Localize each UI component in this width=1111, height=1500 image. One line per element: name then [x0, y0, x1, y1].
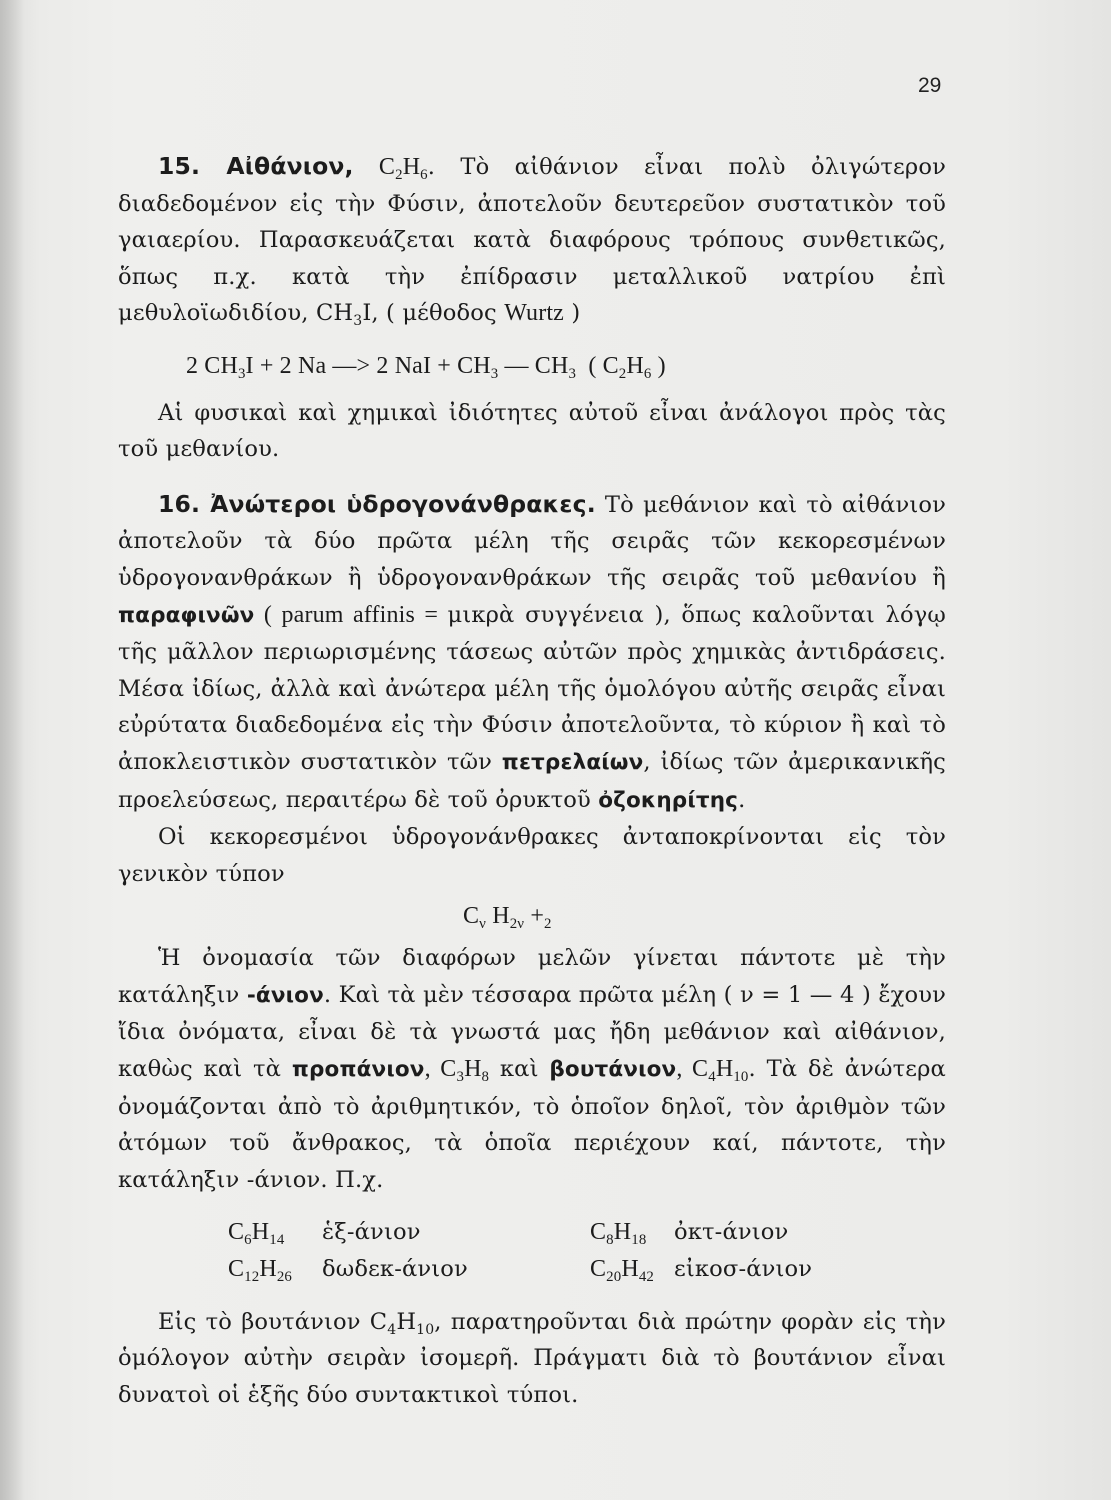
formula-cell: $C_6H_{14}$: [228, 1219, 285, 1249]
bold-petroleum: πετρελαίων: [501, 749, 644, 775]
name-cell: ὀκτ-άνιον: [674, 1219, 789, 1246]
table-row: [118, 1214, 946, 1251]
bold-paraffins: παραφινῶν: [118, 602, 255, 628]
page-gutter-shadow: [0, 0, 24, 1500]
ethane-properties: Αἱ φυσικαὶ καὶ χημικαὶ ἰδιότητες αὐτοῦ εἶναι ἀνάλογοι πρὸς τὰς τοῦ μεθανίου.: [118, 399, 946, 463]
page-body: [118, 148, 946, 1413]
wurtz-equation: 2 $CH_3I + 2$ Na —> 2 NaI + $CH_3$ — $CH_3$ ( $C_2H_6$ ): [186, 352, 666, 383]
naming-paragraph: Ἡ ὀνομασία τῶν διαφόρων μελῶν γίνεται πάντοτε μὲ τὴν κατάληξιν -άνιον. Καὶ τὰ μὲν τέσσαρα πρῶτα μέλη ( ν = 1 — 4 ) ἔχουν ἴδια ὀνόματα, εἶναι δὲ τὰ γνωστά μας ἤδη μεθάνιον καὶ αἰθάνιον, καθὼς καὶ τὰ προπάνιον, $C_3H_8$ καὶ βουτάνιον, $C_4H_{10}$. Τὰ δὲ ἀνώτερα ὀνομάζονται ἀπὸ τὸ ἀριθμητικόν, τὸ ὁποῖον δηλοῖ, τὸν ἀριθμὸν τῶν ἀτόμων τοῦ ἄνθρακος, τὰ ὁποῖα περιέχουν καί, πάντοτε, τὴν κατάληξιν -άνιον. Π.χ.: [118, 945, 946, 1193]
name-cell: εἰκοσ-άνιον: [674, 1256, 813, 1283]
bold-anion-suffix: -άνιον: [246, 982, 324, 1008]
formula-cell: $C_{12}H_{26}$: [228, 1256, 293, 1286]
general-formula-intro: Οἱ κεκορεσμένοι ὑδρογονάνθρακες ἀνταποκρίνονται εἰς τὸν γενικὸν τύπον: [118, 824, 946, 887]
general-formula: $C_\nu$ $H_{2\nu} +_2$: [463, 903, 552, 933]
page-number: 29: [918, 74, 942, 97]
ethane-formula: $C_2H_6$: [378, 154, 428, 184]
section-15-paragraph: 15. Αἰθάνιον, $C_2H_6$. Τὸ αἰθάνιον εἶναι πολὺ ὀλιγώτερον διαδεδομένον εἰς τὴν Φύσιν, ἀποτελοῦν δευτερεῦον συστατικὸν τοῦ γαιαερίου. Παρασκευάζεται κατὰ διαφόρους τρόπους συνθετικῶς, ὅπως π.χ. κατὰ τὴν ἐπίδρασιν μεταλλικοῦ νατρίου ἐπὶ μεθυλοϊωδιδίου, $CH_3I$, ( μέθοδος Wurtz ): [118, 152, 946, 330]
bold-propane: προπάνιον: [291, 1057, 425, 1083]
formula-cell: $C_{20}H_{42}$: [590, 1256, 655, 1286]
section-16-paragraph: 16. Ἀνώτεροι ὑδρογονάνθρακες. Τὸ μεθάνιον καὶ τὸ αἰθάνιον ἀποτελοῦν τὰ δύο πρῶτα μέλη τῆς σειρᾶς τῶν κεκορεσμένων ὑδρογονανθράκων ἢ ὑδρογονανθράκων τῆς σειρᾶς τοῦ μεθανίου ἢ παραφινῶν ( parum affinis = μικρὰ συγγένεια ), ὅπως καλοῦνται λόγῳ τῆς μᾶλλον περιωρισμένης τάσεως αὐτῶν πρὸς χημικὰς ἀντιδράσεις. Μέσα ἰδίως, ἀλλὰ καὶ ἀνώτερα μέλη τῆς ὁμολόγου αὐτῆς σειρᾶς εἶναι εὐρύτατα διαδεδομένα εἰς τὴν Φύσιν ἀποτελοῦντα, τὸ κύριον ἢ καὶ τὸ ἀποκλειστικὸν συστατικὸν τῶν πετρελαίων, ἰδίως τῶν ἀμερικανικῆς προελεύσεως, περαιτέρω δὲ τοῦ ὀρυκτοῦ ὀζοκηρίτης.: [118, 489, 946, 813]
name-cell: δωδεκ-άνιον: [322, 1256, 468, 1283]
section-16-heading: 16. Ἀνώτεροι ὑδρογονάνθρακες.: [158, 489, 596, 518]
formula-cell: $C_8H_{18}$: [590, 1219, 647, 1249]
table-row: [118, 1251, 946, 1288]
alkane-names-table: [118, 1214, 946, 1287]
section-15-heading: 15. Αἰθάνιον,: [158, 152, 354, 180]
isomers-paragraph: Εἰς τὸ βουτάνιον $C_4H_{10}$, παρατηροῦνται διὰ πρώτην φορὰν εἰς τὴν ὁμόλογον αὐτὴν σειρὰν ἰσομερῆ. Πράγματι διὰ τὸ βουτάνιον εἶναι δυνατοὶ οἱ ἑξῆς δύο συντακτικοὶ τύποι.: [118, 1308, 946, 1408]
bold-butane: βουτάνιον: [549, 1057, 677, 1083]
name-cell: ἑξ-άνιον: [322, 1219, 421, 1246]
wurtz-name: Wurtz: [504, 300, 564, 327]
section-15-text: . Τὸ αἰθάνιον εἶναι πολὺ ὀλιγώτερον διαδεδομένον εἰς τὴν Φύσιν, ἀποτελοῦν δευτερεῦον συστατικὸν τοῦ γαιαερίου. Παρασκευάζεται κατὰ διαφόρους τρόπους συνθετικῶς, ὅπως π.χ. κατὰ τὴν ἐπίδρασιν μεταλλικοῦ νατρίου ἐπὶ μεθυλοϊωδιδίου, CH: [118, 154, 946, 327]
bold-ozokerite: ὀζοκηρίτης: [598, 787, 739, 813]
